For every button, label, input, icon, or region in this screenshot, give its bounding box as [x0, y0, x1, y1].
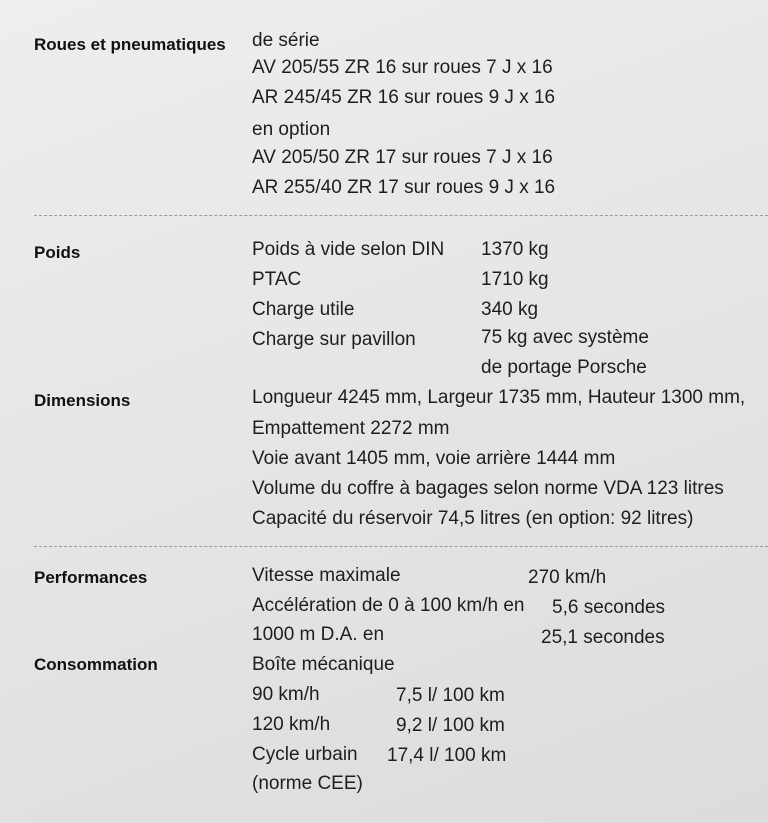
wheels-line: de série [252, 30, 320, 51]
section-label-dimensions: Dimensions [34, 391, 131, 410]
wheels-line: AR 245/45 ZR 16 sur roues 9 J x 16 [252, 87, 556, 108]
performance-row-name: Vitesse maximale [252, 565, 401, 586]
weight-row-name: Poids à vide selon DIN [252, 239, 445, 260]
wheels-line: en option [252, 119, 331, 140]
consumption-row-value: 9,2 l/ 100 km [396, 715, 505, 736]
weight-row-name: PTAC [252, 269, 302, 290]
consumption-row-name: 90 km/h [252, 684, 320, 705]
section-divider [34, 546, 768, 547]
weight-row-name: Charge utile [252, 299, 355, 320]
performance-row-value: 5,6 secondes [552, 597, 666, 618]
weight-row-value: 340 kg [481, 299, 539, 320]
performance-row-name: 1000 m D.A. en [252, 624, 385, 645]
section-divider [34, 215, 768, 216]
dimensions-line: Volume du coffre à bagages selon norme VDA 123 litres [252, 478, 724, 499]
wheels-line: AV 205/50 ZR 17 sur roues 7 J x 16 [252, 147, 553, 168]
consumption-row-name: 120 km/h [252, 714, 331, 735]
weight-row-continuation: de portage Porsche [481, 357, 647, 378]
wheels-line: AR 255/40 ZR 17 sur roues 9 J x 16 [252, 177, 556, 198]
performance-row-name: Accélération de 0 à 100 km/h en [252, 595, 525, 616]
section-label-wheels: Roues et pneumatiques [34, 35, 226, 54]
consumption-row-value: 17,4 l/ 100 km [387, 745, 507, 766]
consumption-row-value: 7,5 l/ 100 km [396, 685, 505, 706]
consumption-row-name: Cycle urbain [252, 744, 358, 765]
dimensions-line: Voie avant 1405 mm, voie arrière 1444 mm [252, 448, 616, 469]
weight-row-value: 1710 kg [481, 269, 549, 290]
section-label-weight: Poids [34, 243, 81, 262]
weight-row-value: 1370 kg [481, 239, 549, 260]
section-label-consumption: Consommation [34, 655, 158, 674]
performance-row-value: 25,1 secondes [541, 627, 665, 648]
performance-row-value: 270 km/h [528, 567, 607, 588]
dimensions-line: Capacité du réservoir 74,5 litres (en option: 92 litres) [252, 508, 694, 529]
weight-row-name: Charge sur pavillon [252, 329, 416, 350]
dimensions-line: Empattement 2272 mm [252, 418, 450, 439]
consumption-heading: Boîte mécanique [252, 654, 395, 675]
consumption-note: (norme CEE) [252, 773, 363, 794]
section-label-performance: Performances [34, 568, 148, 587]
weight-row-value: 75 kg avec système [481, 327, 649, 348]
dimensions-line: Longueur 4245 mm, Largeur 1735 mm, Hauteur 1300 mm, [252, 387, 746, 408]
wheels-line: AV 205/55 ZR 16 sur roues 7 J x 16 [252, 57, 553, 78]
